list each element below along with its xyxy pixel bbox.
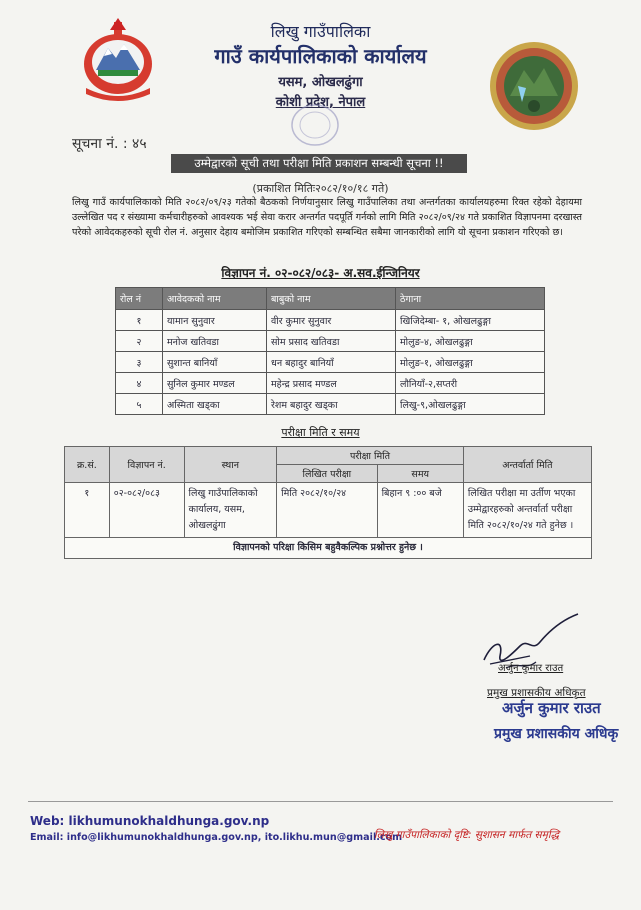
father-name-cell: महेन्द्र प्रसाद मण्डल xyxy=(267,373,396,394)
exam-type-note: विज्ञापनको परिक्षा किसिम बहुवैकल्पिक प्रश्नोत्तर हुनेछ । xyxy=(65,538,592,559)
signatory-title: प्रमुख प्रशासकीय अधिकृत xyxy=(487,687,586,699)
footer-divider xyxy=(28,801,613,802)
col-header-time: समय xyxy=(377,465,463,483)
applicant-name-cell: सुनिल कुमार मण्डल xyxy=(163,373,267,394)
table-row xyxy=(116,394,545,415)
applicants-header-row xyxy=(116,288,545,310)
col-header-written-exam: लिखित परीक्षा xyxy=(277,465,377,483)
col-header-interview: अन्तर्वार्ता मिति xyxy=(463,447,591,483)
applicant-name-cell: सुशान्त बानियाँ xyxy=(163,352,267,373)
note-row xyxy=(65,538,592,559)
applicants-table xyxy=(115,287,545,415)
table-row xyxy=(65,483,592,538)
advertisement-title: विज्ञापन नं. ०२-०८२/०८३- अ.सव.ईन्जिनियर xyxy=(221,266,420,280)
time-cell: बिहान ९ :०० बजे xyxy=(377,483,463,538)
father-name-cell: सोम प्रसाद खतिवडा xyxy=(267,331,396,352)
table-row xyxy=(116,352,545,373)
footer-email: Email: info@likhumunokhaldhunga.gov.np, ito.likhu.mun@gmail.com xyxy=(30,832,403,843)
address-cell: खिजिदेम्बा- १, ओखलढुङ्गा xyxy=(396,310,545,331)
schedule-title: परीक्षा मिति र समय xyxy=(281,426,360,439)
address-cell: मोलुङ-१, ओखलढुङ्गा xyxy=(396,352,545,373)
table-row xyxy=(116,331,545,352)
published-date: (प्रकाशित मितिः२०८२/१०/१८ गते) xyxy=(252,182,389,195)
applicant-name-cell: अस्मिता खड्का xyxy=(163,394,267,415)
address-cell: लिखु-९,ओखलढुङ्गा xyxy=(396,394,545,415)
col-header-venue: स्थान xyxy=(184,447,277,483)
header-province: कोशी प्रदेश, नेपाल xyxy=(275,95,366,110)
address-cell: मोलुङ-४, ओखलढुङ्गा xyxy=(396,331,545,352)
stamp-signatory-name: अर्जुन कुमार राउत xyxy=(502,699,601,717)
header-office-name: गाउँ कार्यपालिकाको कार्यालय xyxy=(214,44,427,68)
applicant-name-cell: मनोज खतिवडा xyxy=(163,331,267,352)
stamp-signatory-title: प्रमुख प्रशासकीय अधिकृ xyxy=(494,726,619,742)
roll-cell: ३ xyxy=(116,352,163,373)
col-header-sn: क्र.सं. xyxy=(65,447,110,483)
written-exam-cell: मिति २०८२/१०/२४ xyxy=(277,483,377,538)
col-header-father-name: बाबुको नाम xyxy=(267,288,396,310)
office-stamp-watermark xyxy=(290,103,340,147)
father-name-cell: रेशम बहादुर खड्का xyxy=(267,394,396,415)
schedule-header-row xyxy=(65,447,592,465)
col-header-exam-date: परीक्षा मिति xyxy=(277,447,464,465)
table-row xyxy=(116,310,545,331)
notice-number: सूचना नं. : ४५ xyxy=(72,136,147,152)
interview-cell: लिखित परीक्षा मा उर्तीण भएका उम्मेद्वारहरुको अन्तर्वार्ता परीक्षा मिति २०८२/१०/२४ गते हुनेछ । xyxy=(463,483,591,538)
address-cell: लौनियाँ-२,सप्तरी xyxy=(396,373,545,394)
col-header-applicant-name: आवेदकको नाम xyxy=(163,288,267,310)
header-location: यसम, ओखलढुंगा xyxy=(278,75,363,90)
roll-cell: २ xyxy=(116,331,163,352)
roll-cell: १ xyxy=(116,310,163,331)
exam-schedule-table xyxy=(64,446,592,559)
footer-motto: लिखु गाउँपालिकाको दृष्टि: सुशासन मार्फत समृद्धि xyxy=(374,829,560,841)
venue-cell: लिखु गाउँपालिकाको कार्यालय, यसम, ओखलढुंगा xyxy=(184,483,277,538)
sn-cell: १ xyxy=(65,483,110,538)
table-row xyxy=(116,373,545,394)
roll-cell: ४ xyxy=(116,373,163,394)
applicant-name-cell: यामान सुनुवार xyxy=(163,310,267,331)
notice-body: लिखु गाउँ कार्यपालिकाको मिति २०८२/०९/२३ गतेको बैठकको निर्णयानुसार लिखु गाउँपालिका तथा अन्तर्गतका कार्यालयहरुमा रिक्त रहेको देहायमा उल्लेखित पद र संख्यामा कर्मचारीहरुको आवश्यक भई सेवा करार अन्तर्गत पदपूर्ति गर्नको लागि मिति २०८२/०९/२४ गते प्रकाशित विज्ञापनमा दरखास्त परेको आवेदकहरुको सूची रोल नं. अनुसार देहाय बमोजिम प्रकाशित गरिएको सम्बन्धित सबैमा जानकारीको लागि यो सूचना प्रकाशन गरिएको छ। xyxy=(72,197,582,238)
col-header-adv-no: विज्ञापन नं. xyxy=(109,447,184,483)
father-name-cell: धन बहादुर बानियाँ xyxy=(267,352,396,373)
signatory-name: अर्जुन कुमार राउत xyxy=(498,663,564,674)
father-name-cell: वीर कुमार सुनुवार xyxy=(267,310,396,331)
notice-subject: उम्मेद्वारको सूची तथा परीक्षा मिति प्रकाशन सम्बन्धी सूचना !! xyxy=(171,154,467,173)
roll-cell: ५ xyxy=(116,394,163,415)
col-header-address: ठेगाना xyxy=(396,288,545,310)
col-header-roll: रोल नं xyxy=(116,288,163,310)
header-municipality-name: लिखु गाउँपालिका xyxy=(270,22,371,41)
footer-website: Web: likhumunokhaldhunga.gov.np xyxy=(30,814,270,828)
adv-no-cell: ०२-०८२/०८३ xyxy=(109,483,184,538)
